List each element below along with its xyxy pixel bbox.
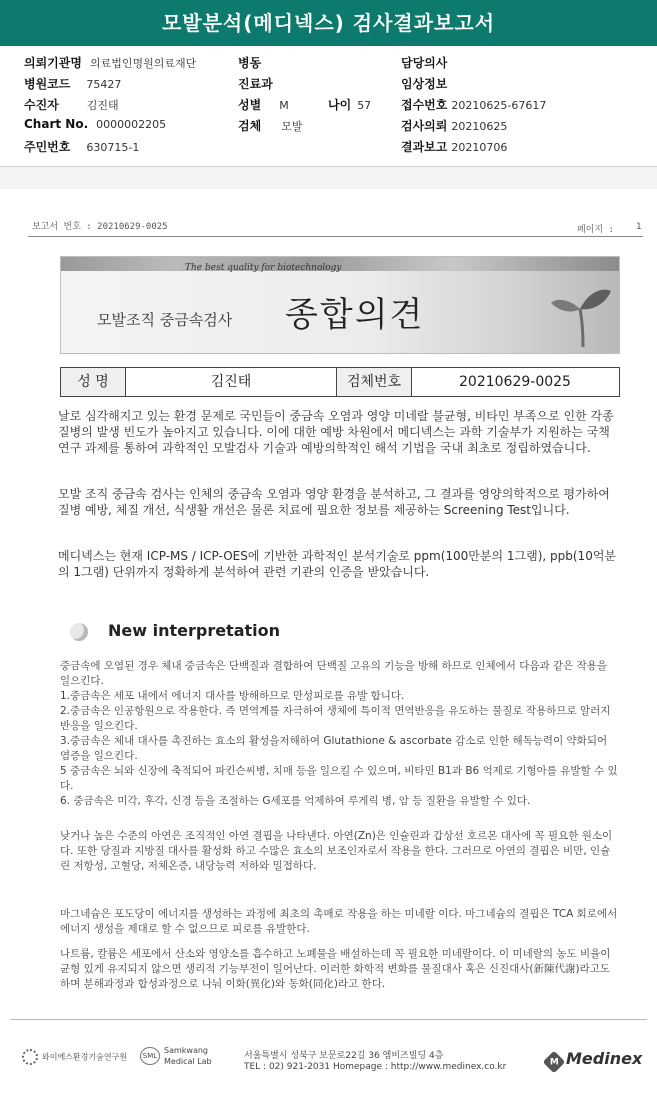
- result-field: 결과보고 20210706: [401, 140, 508, 154]
- magnesium-paragraph: 마그네슘은 포도당이 에너지를 생성하는 과정에 최초의 촉매로 작용을 하는 미네랄 이다. 마그네슘의 결핍은 TCA 회로에서 에너지 생성을 제대로 할 수 없으므로 피로를 유발한다.: [60, 908, 618, 935]
- report-title: 모발분석(메디넥스) 검사결과보고서: [0, 0, 657, 46]
- banner-small-title: 모발조직 중금속검사: [97, 311, 233, 329]
- footer-rule: [10, 1019, 647, 1020]
- sex-field: 성별 M: [238, 98, 289, 112]
- sodium-potassium-paragraph: 나트륨, 칼륨은 세포에서 산소와 영양소를 흡수하고 노폐물을 배설하는데 꼭 필요한 미네랄이다. 이 미네랄의 농도 비율이 균형 있게 유지되지 않으면 생리적 기능부전이 일어난다. 이러한 화학적 변화를 물질대사 혹은 신진대사(新陳代謝)라고도 하며 분해과정과 합성과정으로 나눠 이화(異化)와 동화(同化)라고 한다.: [60, 948, 611, 990]
- ys-lab-logo: [22, 1049, 127, 1065]
- medinex-mark-icon: M: [543, 1051, 566, 1074]
- title-banner: [60, 256, 620, 354]
- interpretation-item-1: 1.중금속은 세포 내에서 에너지 대사를 방해하므로 만성피로를 유발 합니다.: [60, 690, 405, 702]
- footer-contact: TEL : 02) 921-2031 Homepage : http://www.medinex.co.kr: [244, 1062, 507, 1072]
- specimen-number-label: 검체번호: [337, 368, 411, 396]
- ward-field: 병동: [238, 56, 262, 70]
- ys-logo-icon: [22, 1049, 38, 1065]
- zinc-paragraph: 낮거나 높은 수준의 아연은 조직적인 아연 결핍을 나타낸다. 아연(Zn)은 인슐린과 갑상선 호르몬 대사에 꼭 필요한 원소이다. 또한 당질과 지방질 대사를 활성화 하고 수많은 효소의 보조인자로서 작용을 한다. 그러므로 아연의 결핍은 비만, 인슐린 저항성, 고혈당, 저체온증, 내당능력 저하와 밀접하다.: [60, 830, 613, 872]
- hospital-field: 의뢰기관명 의료법인명원의료재단: [24, 56, 197, 70]
- chart-field: Chart No. 0000002205: [24, 117, 167, 131]
- interpretation-item-6: 6. 중금속은 미각, 후각, 신경 등을 조절하는 G세포를 억제하여 루게릭 병, 암 등 질환을 유발할 수 있다.: [60, 795, 531, 807]
- intro-paragraph-2: 모발 조직 중금속 검사는 인체의 중금속 오염과 영양 환경을 분석하고, 그 결과를 영양의학적으로 평가하여 질병 예방, 체질 개선, 식생활 개선은 물론 치료에 필요한 정보를 제공하는 Screening Test입니다.: [58, 487, 610, 517]
- request-field: 검사의뢰 20210625: [401, 119, 508, 133]
- patient-info-panel: [0, 46, 657, 167]
- clinical-field: 임상정보: [401, 77, 448, 91]
- identity-table: [60, 367, 620, 397]
- intro-paragraph-3: 메디넥스는 현재 ICP-MS / ICP-OES에 기반한 과학적인 분석기술로 ppm(100만분의 1그램), ppb(10억분의 1그램) 단위까지 정확하게 분석하여 관련 기관의 인증을 받았습니다.: [58, 549, 617, 579]
- report-number: 보고서 번호 : 20210629-0025: [32, 222, 168, 232]
- ys-logo-text: 와이에스환경기술연구원: [42, 1052, 128, 1062]
- header-rule: [28, 236, 643, 237]
- medinex-brand: Medinex: [566, 1049, 643, 1068]
- footer-address: 서울특별시 성북구 보문로22길 36 엠비즈빌딩 4층: [244, 1051, 444, 1061]
- samkwang-name: Samkwang: [164, 1046, 208, 1055]
- medinex-logo: [546, 1049, 642, 1070]
- interpretation-item-3: 3.중금속은 체내 대사를 촉진하는 효소의 활성을저해하여 Glutathione & ascorbate 감소로 인한 해독능력이 약화되어 염증을 일으킨다.: [60, 735, 608, 762]
- page-label: 페이지 :: [577, 225, 614, 235]
- hospital-code-field: 병원코드 75427: [24, 77, 122, 91]
- specimen-number-value: 20210629-0025: [459, 374, 571, 390]
- banner-subtitle: The best quality for biotechnology: [185, 263, 342, 273]
- banner-main-title: 종합의견: [285, 295, 425, 335]
- page-gap: [0, 167, 657, 189]
- receipt-field: 접수번호 20210625-67617: [401, 98, 547, 112]
- specimen-field: 검체 모발: [238, 119, 303, 133]
- name-label: 성 명: [61, 368, 125, 396]
- page-number: 1: [636, 222, 642, 232]
- interpretation-intro: 중금속에 오염된 경우 체내 중금속은 단백질과 결합하여 단백질 고유의 기능을 방해 하므로 인체에서 다음과 같은 작용을 일으킨다.: [60, 660, 608, 687]
- samkwang-logo-icon: SML: [140, 1047, 160, 1065]
- age-field: 나이 57: [328, 98, 372, 112]
- section-title: New interpretation: [108, 621, 281, 640]
- moon-icon: [70, 623, 88, 641]
- interpretation-item-2: 2.중금속은 인공항원으로 작용한다. 즉 면역계를 자극하여 생체에 특이적 면역반응을 유도하는 물질로 작용하므로 알러지 반응을 일으킨다.: [60, 705, 611, 732]
- sprout-icon: [549, 275, 613, 347]
- doctor-field: 담당의사: [401, 56, 448, 70]
- name-value: 김진태: [210, 374, 252, 390]
- report-document: [0, 189, 657, 1116]
- rrn-field: 주민번호 630715-1: [24, 140, 140, 154]
- interpretation-item-5: 5 중금속은 뇌와 신장에 축적되어 파킨슨씨병, 치매 등을 일으킬 수 있으며, 비타민 B1과 B6 억제로 기형아를 유발할 수 있다.: [60, 765, 618, 792]
- dept-field: 진료과: [238, 77, 273, 91]
- examinee-field: 수진자 김진태: [24, 98, 119, 112]
- intro-paragraph-1: 날로 심각해지고 있는 환경 문제로 국민들이 중금속 오염과 영양 미네랄 불균형, 비타민 부족으로 인한 각종 질병의 발생 빈도가 높아지고 있습니다. 이에 대한 예방 차원에서 메디넥스는 과학 기술부가 지원하는 국책 연구 과제를 통하여 과학적인 모발검사 기술과 예방의학적인 해석 기법을 국내 최초로 정립하였습니다.: [58, 409, 614, 455]
- samkwang-subtitle: Medical Lab: [164, 1057, 212, 1066]
- samkwang-logo: [140, 1045, 212, 1067]
